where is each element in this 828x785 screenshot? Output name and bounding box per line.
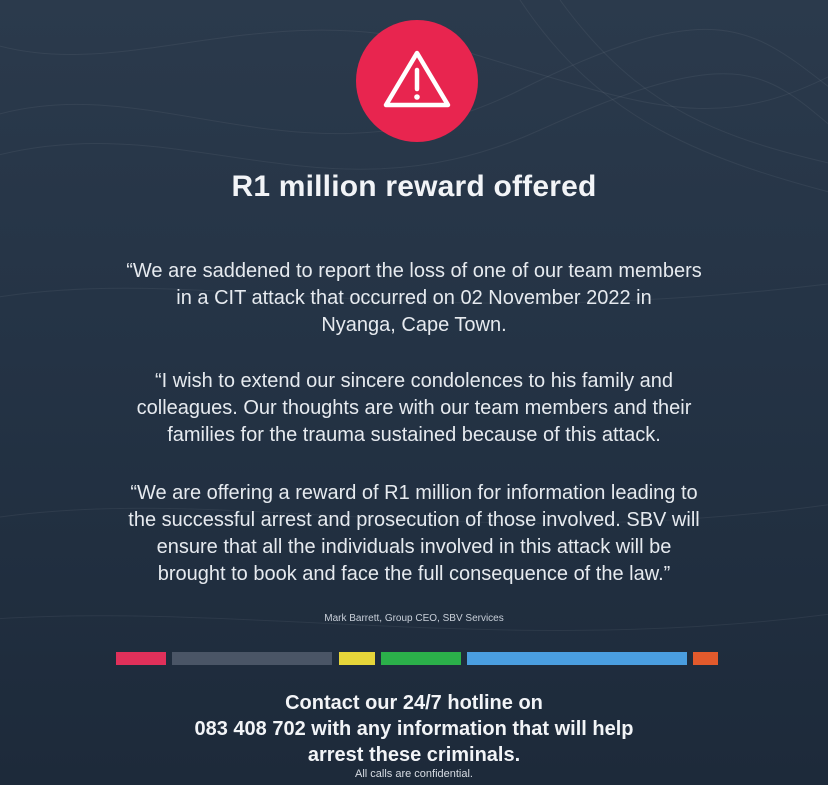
statement-paragraph-2: “I wish to extend our sincere condolences to his family and colleagues. Our thoughts are with our team members and their families for the trauma sustained because of this attack. — [136, 370, 692, 446]
color-bar-4 — [381, 652, 461, 665]
color-bar-strip — [0, 652, 828, 666]
attribution: Mark Barrett, Group CEO, SBV Services — [324, 613, 504, 624]
statement-paragraph-3: “We are offering a reward of R1 million for information leading to the successful arrest and prosecution of those involved. SBV will ensure that all the individuals involved in this attack will be brought to book and face the full consequence of the law.” — [128, 482, 700, 585]
confidential-note: All calls are confidential. — [354, 768, 473, 780]
page-title: R1 million reward offered — [231, 170, 597, 203]
color-bar-2 — [172, 652, 332, 665]
color-bar-5 — [467, 652, 687, 665]
color-bar-1 — [116, 652, 166, 665]
color-bar-3 — [339, 652, 375, 665]
color-bar-6 — [693, 652, 718, 665]
warning-triangle-icon — [382, 48, 452, 115]
statement-paragraph-1: “We are saddened to report the loss of one of our team members in a CIT attack that occurred on 02 November 2022 in Nyanga, Cape Town. — [126, 260, 702, 336]
hotline-contact: Contact our 24/7 hotline on 083 408 702 with any information that will help arrest these criminals. — [194, 692, 634, 766]
warning-badge — [356, 20, 478, 142]
